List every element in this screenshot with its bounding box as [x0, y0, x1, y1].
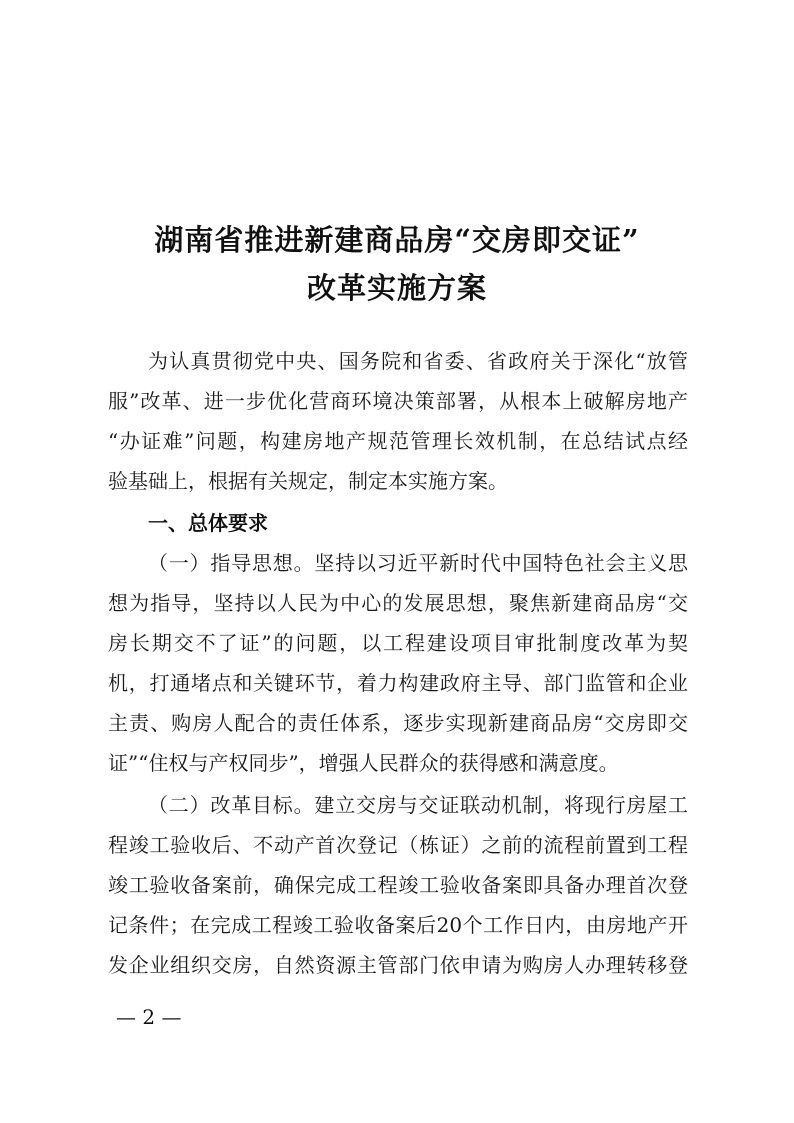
paragraph-line: 竣工验收备案前，确保完成工程竣工验收备案即具备办理首次登 [108, 873, 688, 897]
document-title-line-1: 湖南省推进新建商品房“交房即交证” [154, 223, 640, 257]
paragraph-line: 程竣工验收后、不动产首次登记（栋证）之前的流程前置到工程 [108, 833, 688, 857]
document-title-line-2: 改革实施方案 [306, 271, 487, 305]
paragraph-line: 想为指导，坚持以人民为中心的发展思想，聚焦新建商品房“交 [108, 591, 688, 615]
intro-line: 验基础上，根据有关规定，制定本实施方案。 [108, 469, 508, 493]
paragraph-line: 房长期交不了证”的问题，以工程建设项目审批制度改革为契 [108, 631, 688, 655]
intro-line: 服”改革、进一步优化营商环境决策部署，从根本上破解房地产 [108, 389, 688, 413]
paragraph-line: 机，打通堵点和关键环节，着力构建政府主导、部门监管和企业 [108, 671, 688, 695]
paragraph-line: 记条件；在完成工程竣工验收备案后20个工作日内，由房地产开 [108, 913, 688, 937]
paragraph-line: （一）指导思想。坚持以习近平新时代中国特色社会主义思 [148, 551, 688, 575]
paragraph-line: 主责、购房人配合的责任体系，逐步实现新建商品房“交房即交 [108, 711, 688, 735]
intro-line: 为认真贯彻党中央、国务院和省委、省政府关于深化“放管 [148, 349, 688, 373]
paragraph-line: 发企业组织交房，自然资源主管部门依申请为购房人办理转移登 [108, 953, 688, 977]
paragraph-line: 证”“住权与产权同步”，增强人民群众的获得感和满意度。 [108, 751, 619, 775]
intro-line: “办证难”问题，构建房地产规范管理长效机制，在总结试点经 [108, 429, 688, 453]
paragraph-line: （二）改革目标。建立交房与交证联动机制，将现行房屋工 [148, 793, 688, 817]
page-number: — 2 — [116, 1005, 182, 1029]
section-heading: 一、总体要求 [148, 511, 268, 535]
